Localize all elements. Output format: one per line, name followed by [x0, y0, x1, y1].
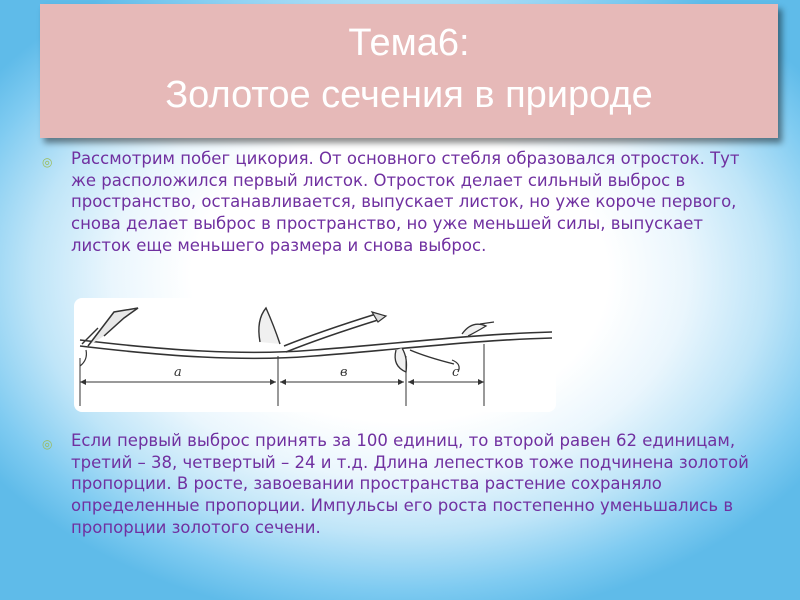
segment-label-b: в — [340, 365, 348, 380]
slide-title — [40, 4, 778, 138]
bullet-item-2 — [42, 430, 751, 539]
chicory-shoot-figure — [74, 298, 556, 412]
title-line-2: Золотое сечения в природе — [165, 74, 653, 116]
bullet-icon: ◎ — [42, 437, 53, 451]
bullet-text-2: Если первый выброс принять за 100 единиц, то второй равен 62 единицам, третий – 38, четвертый – 24 и т.д. Длина лепестков тоже подчинена золотой пропорции. В росте, завоевании пространства растение сохраняло определенные пропорции. Импульсы его роста постепенно уменьшались в пропорции золотого сечени. — [71, 431, 749, 537]
bullet-item-1 — [42, 148, 751, 257]
segment-label-a: а — [174, 365, 182, 380]
bullet-text-1: Рассмотрим побег цикория. От основного стебля образовался отросток. Тут же расположился первый листок. Отросток делает сильный выброс в пространство, останавливается, выпускает листок, но уже короче первого, снова делает выброс в пространство, но уже меньшей силы, выпускает листок еще меньшего размера и снова выброс. — [71, 149, 740, 255]
segment-label-c: с — [452, 365, 460, 380]
title-line-1: Тема6: — [348, 22, 470, 64]
chicory-shoot-drawing — [74, 298, 556, 412]
bullet-icon: ◎ — [42, 155, 53, 169]
